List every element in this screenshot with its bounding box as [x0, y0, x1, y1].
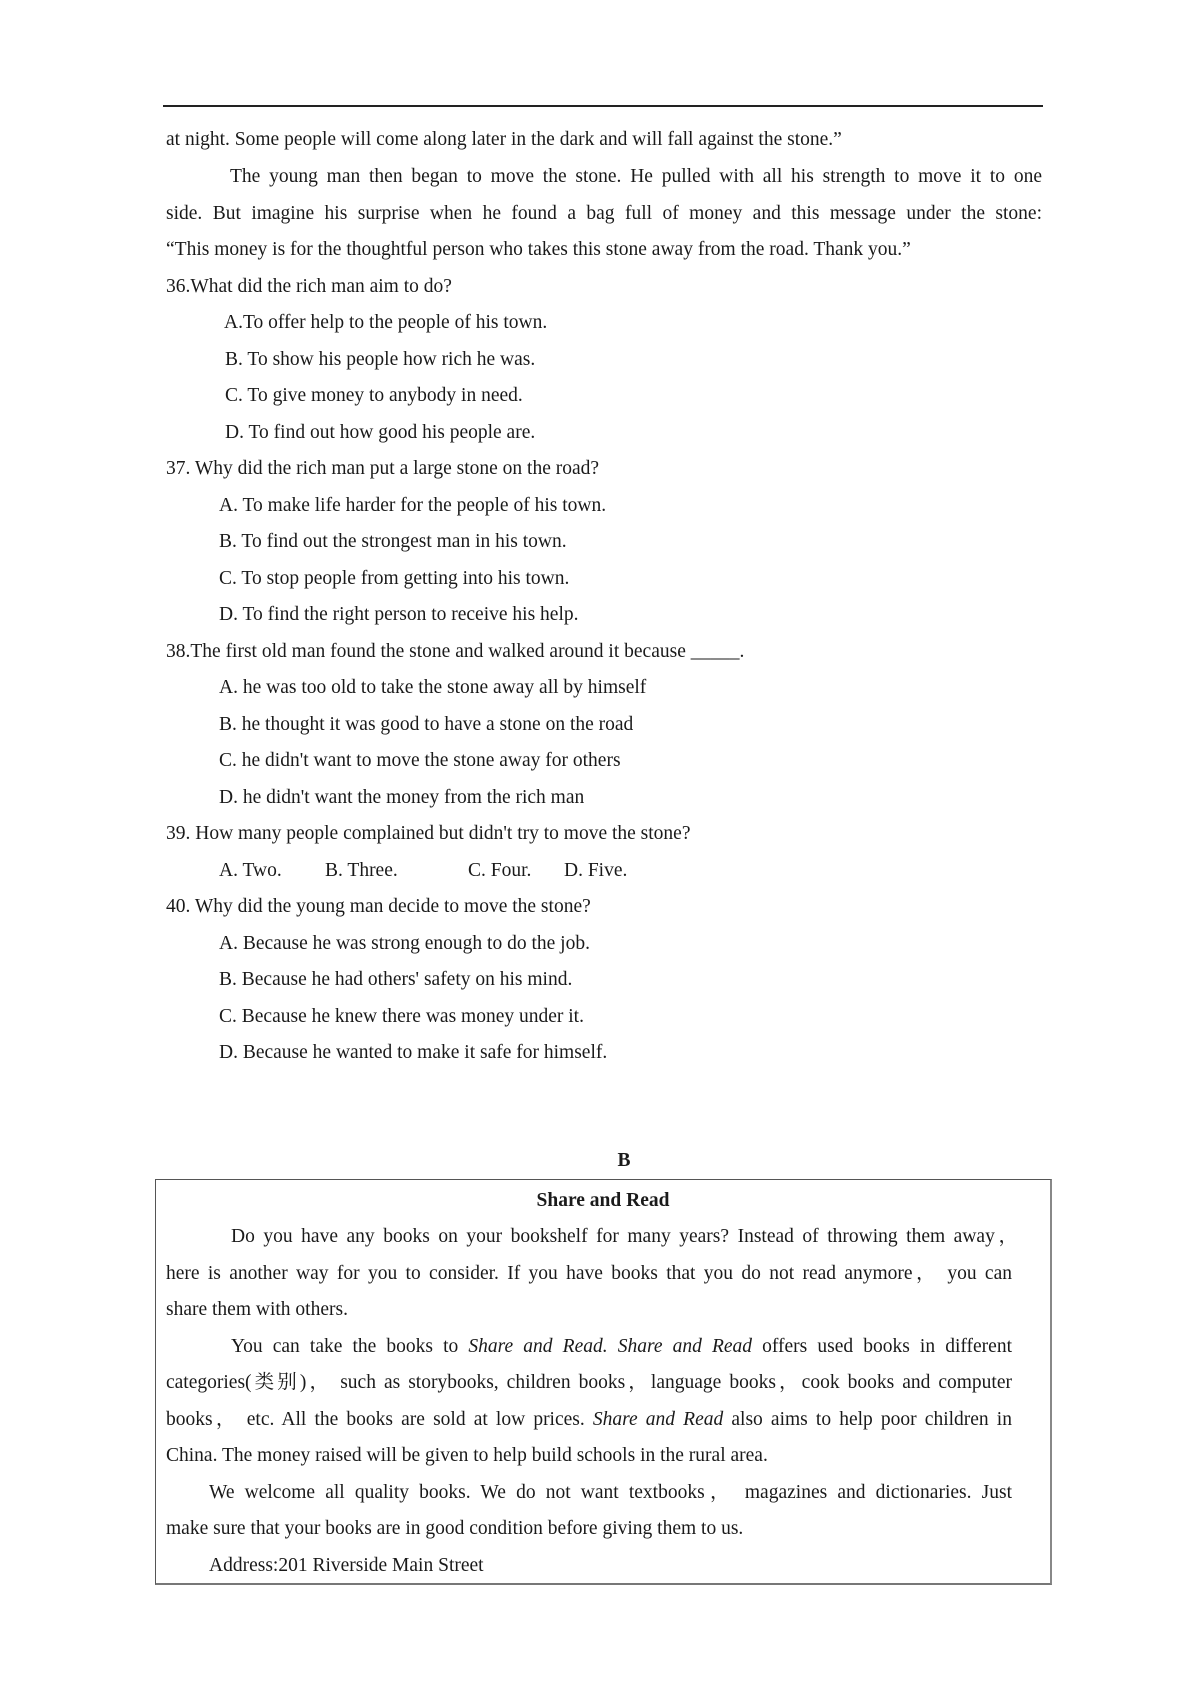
notice-text: offers used books in different	[752, 1336, 1012, 1357]
answer-option: B. Because he had others' safety on his mind.	[219, 969, 573, 990]
question-stem: 39. How many people complained but didn't try to move the stone?	[166, 823, 691, 844]
answer-option: A. Two.	[219, 860, 282, 881]
question-stem: 40. Why did the young man decide to move the stone?	[166, 896, 591, 917]
answer-option: C. Four.	[468, 860, 532, 881]
notice-line	[166, 1408, 1012, 1432]
notice-line: make sure that your books are in good condition before giving them to us.	[166, 1518, 744, 1539]
notice-line: share them with others.	[166, 1299, 348, 1320]
answer-option: C. Because he knew there was money under it.	[219, 1006, 584, 1027]
notice-text: You can take the books to	[231, 1336, 469, 1357]
notice-title: Share and Read	[536, 1190, 670, 1211]
answer-option: D. To find the right person to receive his help.	[219, 604, 579, 625]
answer-option: A. To make life harder for the people of his town.	[219, 495, 607, 516]
notice-address: Address:201 Riverside Main Street	[209, 1555, 484, 1576]
passage-line: The young man then began to move the stone. He pulled with all his strength to move it to one	[230, 166, 1042, 187]
notice-line: Do you have any books on your bookshelf for many years? Instead of throwing them away，	[231, 1226, 1018, 1247]
answer-option: D. he didn't want the money from the rich man	[219, 787, 585, 808]
notice-line: China. The money raised will be given to help build schools in the rural area.	[166, 1445, 768, 1466]
answer-option: A. Because he was strong enough to do the job.	[219, 933, 590, 954]
answer-option: D. Five.	[564, 860, 628, 881]
notice-line	[231, 1335, 1012, 1359]
question-stem: 36.What did the rich man aim to do?	[166, 276, 452, 297]
section-heading: B	[617, 1150, 631, 1171]
answer-option: D. To find out how good his people are.	[225, 422, 536, 443]
answer-option: B. To find out the strongest man in his town.	[219, 531, 567, 552]
answer-option: C. To give money to anybody in need.	[225, 385, 523, 406]
question-stem: 37. Why did the rich man put a large stone on the road?	[166, 458, 600, 479]
share-and-read-notice-box	[155, 1179, 1052, 1585]
answer-option: A.To offer help to the people of his town.	[224, 312, 548, 333]
answer-option: C. he didn't want to move the stone away for others	[219, 750, 621, 771]
notice-text: books， etc. All the books are sold at low prices.	[166, 1409, 593, 1430]
answer-option: C. To stop people from getting into his town.	[219, 568, 570, 589]
answer-option: B. Three.	[325, 860, 398, 881]
notice-org-name: Share and Read	[592, 1409, 724, 1430]
answer-option: A. he was too old to take the stone away all by himself	[219, 677, 647, 698]
passage-line: “This money is for the thoughtful person who takes this stone away from the road. Thank you.”	[166, 239, 911, 260]
notice-line: here is another way for you to consider. If you have books that you do not read anymore， you can	[166, 1263, 1012, 1284]
passage-line: at night. Some people will come along later in the dark and will fall against the stone.”	[166, 129, 842, 150]
header-rule	[163, 105, 1043, 107]
answer-option: B. he thought it was good to have a stone on the road	[219, 714, 634, 735]
answer-option: B. To show his people how rich he was.	[225, 349, 536, 370]
answer-option: D. Because he wanted to make it safe for himself.	[219, 1042, 608, 1063]
question-stem: 38.The first old man found the stone and walked around it because _____.	[166, 641, 745, 662]
passage-line: side. But imagine his surprise when he found a bag full of money and this message under the stone:	[166, 203, 1042, 224]
notice-text: also aims to help poor children in	[723, 1409, 1012, 1430]
notice-org-name: Share and Read. Share and Read	[468, 1336, 753, 1357]
notice-line: categories(类别)， such as storybooks, children books，language books，cook books and computer	[166, 1372, 1012, 1393]
notice-line: We welcome all quality books. We do not want textbooks， magazines and dictionaries. Just	[209, 1482, 1012, 1503]
